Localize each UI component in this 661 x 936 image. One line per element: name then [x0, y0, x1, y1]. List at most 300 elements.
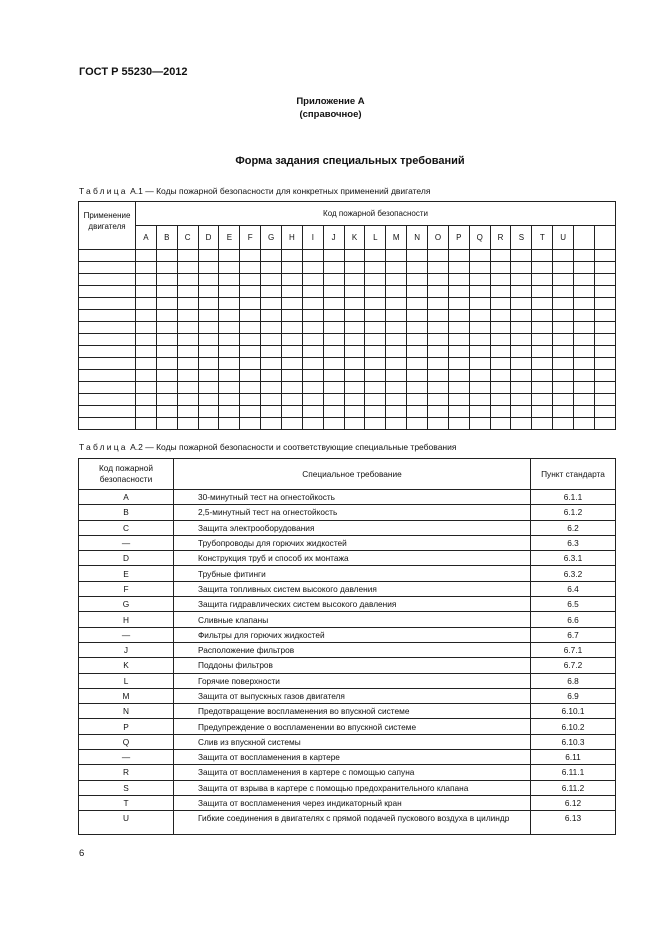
empty-cell: [511, 370, 532, 382]
empty-cell: [407, 334, 428, 346]
empty-cell: [511, 382, 532, 394]
empty-cell: [344, 286, 365, 298]
empty-cell: [532, 298, 553, 310]
empty-cell: [219, 250, 240, 262]
code-cell: K: [79, 658, 174, 673]
empty-cell: [156, 298, 177, 310]
table-row: [79, 490, 616, 505]
empty-cell: [365, 250, 386, 262]
empty-cell: [386, 394, 407, 406]
empty-cell: [198, 370, 219, 382]
empty-cell: [448, 250, 469, 262]
empty-cell: [407, 382, 428, 394]
empty-cell: [156, 250, 177, 262]
empty-cell: [511, 418, 532, 430]
empty-cell: [344, 334, 365, 346]
empty-cell: [448, 322, 469, 334]
code-cell: R: [79, 765, 174, 780]
empty-cell: [553, 310, 574, 322]
empty-cell: [177, 382, 198, 394]
code-letter-header: N: [407, 226, 428, 250]
empty-cell: [323, 286, 344, 298]
empty-cell: [407, 358, 428, 370]
code-letter-header: J: [323, 226, 344, 250]
table-row: [79, 262, 616, 274]
empty-cell: [136, 262, 157, 274]
col-clause-header: Пункт стандарта: [531, 459, 616, 490]
empty-cell: [344, 322, 365, 334]
empty-cell: [240, 382, 261, 394]
code-cell: D: [79, 551, 174, 566]
code-letter-header: G: [261, 226, 282, 250]
table-row: [79, 370, 616, 382]
empty-cell: [323, 322, 344, 334]
empty-cell: [574, 418, 595, 430]
col-code-header: Код пожарной безопасности: [79, 459, 174, 490]
empty-cell: [594, 274, 615, 286]
code-letter-header: I: [302, 226, 323, 250]
clause-cell: 6.7.1: [531, 642, 616, 657]
table-row: [79, 719, 616, 734]
empty-cell: [240, 370, 261, 382]
empty-cell: [219, 334, 240, 346]
empty-cell: [282, 286, 303, 298]
empty-cell: [428, 274, 449, 286]
requirement-cell: Сливные клапаны: [174, 612, 531, 627]
empty-cell: [553, 334, 574, 346]
empty-cell: [323, 262, 344, 274]
empty-cell: [302, 406, 323, 418]
table-row: [79, 597, 616, 612]
empty-cell: [428, 262, 449, 274]
empty-cell: [240, 262, 261, 274]
empty-cell: [386, 250, 407, 262]
empty-cell: [177, 406, 198, 418]
empty-cell: [407, 322, 428, 334]
empty-cell: [553, 250, 574, 262]
empty-cell: [553, 274, 574, 286]
empty-cell: [386, 406, 407, 418]
table-row: [79, 795, 616, 810]
empty-cell: [177, 250, 198, 262]
empty-cell: [177, 274, 198, 286]
empty-cell: [532, 322, 553, 334]
empty-cell: [386, 298, 407, 310]
empty-cell: [261, 394, 282, 406]
empty-cell: [79, 250, 136, 262]
empty-cell: [511, 250, 532, 262]
empty-cell: [490, 382, 511, 394]
empty-cell: [490, 406, 511, 418]
clause-cell: 6.11.2: [531, 780, 616, 795]
empty-cell: [574, 334, 595, 346]
empty-cell: [198, 418, 219, 430]
code-letter-header: H: [282, 226, 303, 250]
table-row: [79, 627, 616, 642]
empty-cell: [365, 334, 386, 346]
empty-cell: [344, 250, 365, 262]
empty-cell: [323, 334, 344, 346]
empty-cell: [448, 298, 469, 310]
empty-cell: [511, 334, 532, 346]
empty-cell: [79, 262, 136, 274]
empty-cell: [594, 394, 615, 406]
empty-cell: [344, 418, 365, 430]
empty-cell: [79, 310, 136, 322]
empty-cell: [219, 370, 240, 382]
empty-cell: [469, 250, 490, 262]
empty-cell: [469, 406, 490, 418]
empty-cell: [136, 358, 157, 370]
empty-cell: [469, 334, 490, 346]
empty-cell: [386, 262, 407, 274]
empty-cell: [136, 286, 157, 298]
clause-cell: 6.7: [531, 627, 616, 642]
empty-cell: [323, 298, 344, 310]
empty-cell: [219, 394, 240, 406]
empty-cell: [469, 382, 490, 394]
requirement-cell: Горячие поверхности: [174, 673, 531, 688]
fire-safety-requirements-table: [78, 458, 616, 835]
empty-cell: [365, 274, 386, 286]
code-letter-header: T: [532, 226, 553, 250]
requirement-cell: Слив из впускной системы: [174, 734, 531, 749]
empty-cell: [532, 370, 553, 382]
empty-cell: [79, 370, 136, 382]
empty-cell: [323, 310, 344, 322]
empty-cell: [428, 310, 449, 322]
empty-cell: [532, 250, 553, 262]
code-cell: M: [79, 688, 174, 703]
table-row: [79, 535, 616, 550]
empty-cell: [198, 358, 219, 370]
empty-cell: [448, 358, 469, 370]
empty-cell: [511, 358, 532, 370]
empty-cell: [282, 274, 303, 286]
code-cell: P: [79, 719, 174, 734]
col-codes-header: Код пожарной безопасности: [136, 202, 616, 226]
empty-cell: [198, 250, 219, 262]
empty-cell: [198, 322, 219, 334]
empty-cell: [407, 394, 428, 406]
empty-cell: [574, 358, 595, 370]
table-row: [79, 551, 616, 566]
empty-cell: [198, 346, 219, 358]
empty-cell: [386, 382, 407, 394]
clause-cell: 6.5: [531, 597, 616, 612]
empty-cell: [240, 334, 261, 346]
empty-cell: [490, 262, 511, 274]
table2-label: Таблица: [79, 442, 128, 452]
empty-cell: [240, 358, 261, 370]
table-row: [79, 581, 616, 596]
table-row: [79, 566, 616, 581]
empty-cell: [198, 310, 219, 322]
empty-cell: [594, 298, 615, 310]
empty-cell: [490, 394, 511, 406]
code-cell: C: [79, 520, 174, 535]
empty-cell: [136, 250, 157, 262]
empty-cell: [428, 298, 449, 310]
requirement-cell: Защита электрооборудования: [174, 520, 531, 535]
empty-cell: [448, 370, 469, 382]
empty-cell: [532, 262, 553, 274]
empty-cell: [553, 322, 574, 334]
empty-cell: [407, 418, 428, 430]
empty-cell: [407, 286, 428, 298]
empty-cell: [594, 250, 615, 262]
empty-cell: [428, 334, 449, 346]
empty-cell: [594, 418, 615, 430]
clause-cell: 6.11.1: [531, 765, 616, 780]
requirement-cell: Гибкие соединения в двигателях с прямой подачей пускового воздуха в цилиндр: [174, 811, 531, 835]
empty-cell: [282, 250, 303, 262]
empty-cell: [532, 394, 553, 406]
empty-cell: [136, 322, 157, 334]
empty-cell: [594, 358, 615, 370]
code-cell: J: [79, 642, 174, 657]
empty-cell: [177, 394, 198, 406]
empty-cell: [240, 274, 261, 286]
empty-cell: [553, 382, 574, 394]
empty-cell: [428, 382, 449, 394]
empty-cell: [302, 310, 323, 322]
table-row: [79, 394, 616, 406]
code-letter-header: O: [428, 226, 449, 250]
empty-cell: [177, 358, 198, 370]
empty-cell: [302, 358, 323, 370]
empty-cell: [302, 274, 323, 286]
empty-cell: [448, 334, 469, 346]
empty-cell: [532, 406, 553, 418]
empty-cell: [219, 346, 240, 358]
table-row: [79, 780, 616, 795]
col-application-header: Применение двигателя: [79, 202, 136, 250]
empty-cell: [490, 334, 511, 346]
empty-cell: [282, 418, 303, 430]
empty-cell: [261, 358, 282, 370]
empty-cell: [490, 370, 511, 382]
code-letter-header: B: [156, 226, 177, 250]
empty-cell: [136, 394, 157, 406]
code-cell: S: [79, 780, 174, 795]
empty-cell: [302, 370, 323, 382]
empty-cell: [386, 322, 407, 334]
empty-cell: [261, 286, 282, 298]
empty-cell: [511, 286, 532, 298]
empty-cell: [511, 406, 532, 418]
empty-cell: [282, 382, 303, 394]
empty-cell: [302, 394, 323, 406]
empty-cell: [156, 394, 177, 406]
empty-cell: [344, 310, 365, 322]
empty-cell: [79, 298, 136, 310]
empty-cell: [448, 310, 469, 322]
empty-cell: [407, 298, 428, 310]
empty-cell: [428, 250, 449, 262]
empty-cell: [344, 406, 365, 418]
empty-cell: [136, 418, 157, 430]
empty-cell: [469, 262, 490, 274]
table-row: [79, 250, 616, 262]
empty-cell: [219, 382, 240, 394]
empty-cell: [177, 370, 198, 382]
empty-cell: [448, 346, 469, 358]
empty-cell: [219, 286, 240, 298]
empty-cell: [219, 358, 240, 370]
empty-cell: [365, 370, 386, 382]
empty-cell: [323, 418, 344, 430]
empty-cell: [323, 406, 344, 418]
clause-cell: 6.4: [531, 581, 616, 596]
empty-cell: [282, 310, 303, 322]
code-cell: —: [79, 750, 174, 765]
code-cell: F: [79, 581, 174, 596]
requirement-cell: Трубопроводы для горючих жидкостей: [174, 535, 531, 550]
table-row: [79, 310, 616, 322]
requirement-cell: Защита от воспламенения в картере с помощью сапуна: [174, 765, 531, 780]
empty-cell: [469, 370, 490, 382]
empty-cell: [156, 406, 177, 418]
empty-cell: [407, 346, 428, 358]
empty-cell: [386, 334, 407, 346]
table-row: [79, 642, 616, 657]
empty-cell: [532, 286, 553, 298]
empty-cell: [136, 298, 157, 310]
empty-cell: [261, 262, 282, 274]
empty-cell: [198, 298, 219, 310]
empty-cell: [136, 310, 157, 322]
table-row: [79, 322, 616, 334]
empty-cell: [219, 322, 240, 334]
empty-cell: [490, 274, 511, 286]
table-row: [79, 358, 616, 370]
empty-cell: [511, 262, 532, 274]
empty-cell: [177, 310, 198, 322]
empty-cell: [219, 298, 240, 310]
code-letter-header: M: [386, 226, 407, 250]
code-cell: T: [79, 795, 174, 810]
empty-cell: [240, 310, 261, 322]
empty-cell: [428, 418, 449, 430]
clause-cell: 6.6: [531, 612, 616, 627]
empty-cell: [261, 298, 282, 310]
empty-cell: [261, 250, 282, 262]
empty-cell: [448, 382, 469, 394]
requirement-cell: Фильтры для горючих жидкостей: [174, 627, 531, 642]
empty-cell: [282, 370, 303, 382]
empty-cell: [365, 298, 386, 310]
code-letter-header: S: [511, 226, 532, 250]
empty-cell: [574, 286, 595, 298]
empty-cell: [574, 322, 595, 334]
empty-cell: [407, 370, 428, 382]
empty-cell: [177, 298, 198, 310]
empty-cell: [511, 298, 532, 310]
empty-cell: [79, 286, 136, 298]
table-row: [79, 274, 616, 286]
empty-cell: [177, 346, 198, 358]
empty-cell: [365, 406, 386, 418]
requirement-cell: Предотвращение воспламенения во впускной системе: [174, 704, 531, 719]
code-letter-header: C: [177, 226, 198, 250]
code-cell: U: [79, 811, 174, 835]
empty-cell: [136, 274, 157, 286]
empty-cell: [156, 310, 177, 322]
appendix-title: Приложение А: [296, 96, 365, 107]
empty-cell: [365, 358, 386, 370]
table-row: [79, 734, 616, 749]
table-row: [79, 382, 616, 394]
empty-cell: [302, 346, 323, 358]
empty-cell: [365, 322, 386, 334]
empty-cell: [574, 394, 595, 406]
empty-cell: [448, 262, 469, 274]
empty-cell: [386, 370, 407, 382]
empty-cell: [490, 250, 511, 262]
empty-cell: [156, 262, 177, 274]
empty-cell: [511, 322, 532, 334]
clause-cell: 6.10.2: [531, 719, 616, 734]
code-cell: N: [79, 704, 174, 719]
empty-cell: [219, 418, 240, 430]
empty-cell: [323, 250, 344, 262]
empty-cell: [594, 322, 615, 334]
empty-cell: [177, 418, 198, 430]
empty-cell: [240, 298, 261, 310]
empty-cell: [365, 394, 386, 406]
empty-cell: [302, 382, 323, 394]
clause-cell: 6.12: [531, 795, 616, 810]
empty-cell: [79, 418, 136, 430]
empty-cell: [490, 346, 511, 358]
empty-cell: [490, 322, 511, 334]
table-row: [79, 418, 616, 430]
empty-cell: [344, 298, 365, 310]
empty-cell: [219, 262, 240, 274]
empty-cell: [282, 346, 303, 358]
empty-cell: [240, 322, 261, 334]
empty-cell: [469, 358, 490, 370]
empty-cell: [261, 382, 282, 394]
empty-cell: [469, 310, 490, 322]
empty-cell: [156, 382, 177, 394]
code-letter-header: [594, 226, 615, 250]
requirement-cell: Поддоны фильтров: [174, 658, 531, 673]
table-row: [79, 346, 616, 358]
empty-cell: [344, 382, 365, 394]
table1-caption: [79, 186, 430, 196]
empty-cell: [344, 274, 365, 286]
empty-cell: [594, 262, 615, 274]
empty-cell: [198, 334, 219, 346]
empty-cell: [469, 418, 490, 430]
code-cell: Q: [79, 734, 174, 749]
empty-cell: [490, 418, 511, 430]
clause-cell: 6.1.1: [531, 490, 616, 505]
empty-cell: [553, 346, 574, 358]
empty-cell: [448, 274, 469, 286]
empty-cell: [79, 274, 136, 286]
empty-cell: [323, 346, 344, 358]
empty-cell: [282, 406, 303, 418]
code-cell: A: [79, 490, 174, 505]
empty-cell: [594, 310, 615, 322]
empty-cell: [448, 394, 469, 406]
empty-cell: [594, 334, 615, 346]
empty-cell: [198, 274, 219, 286]
clause-cell: 6.11: [531, 750, 616, 765]
